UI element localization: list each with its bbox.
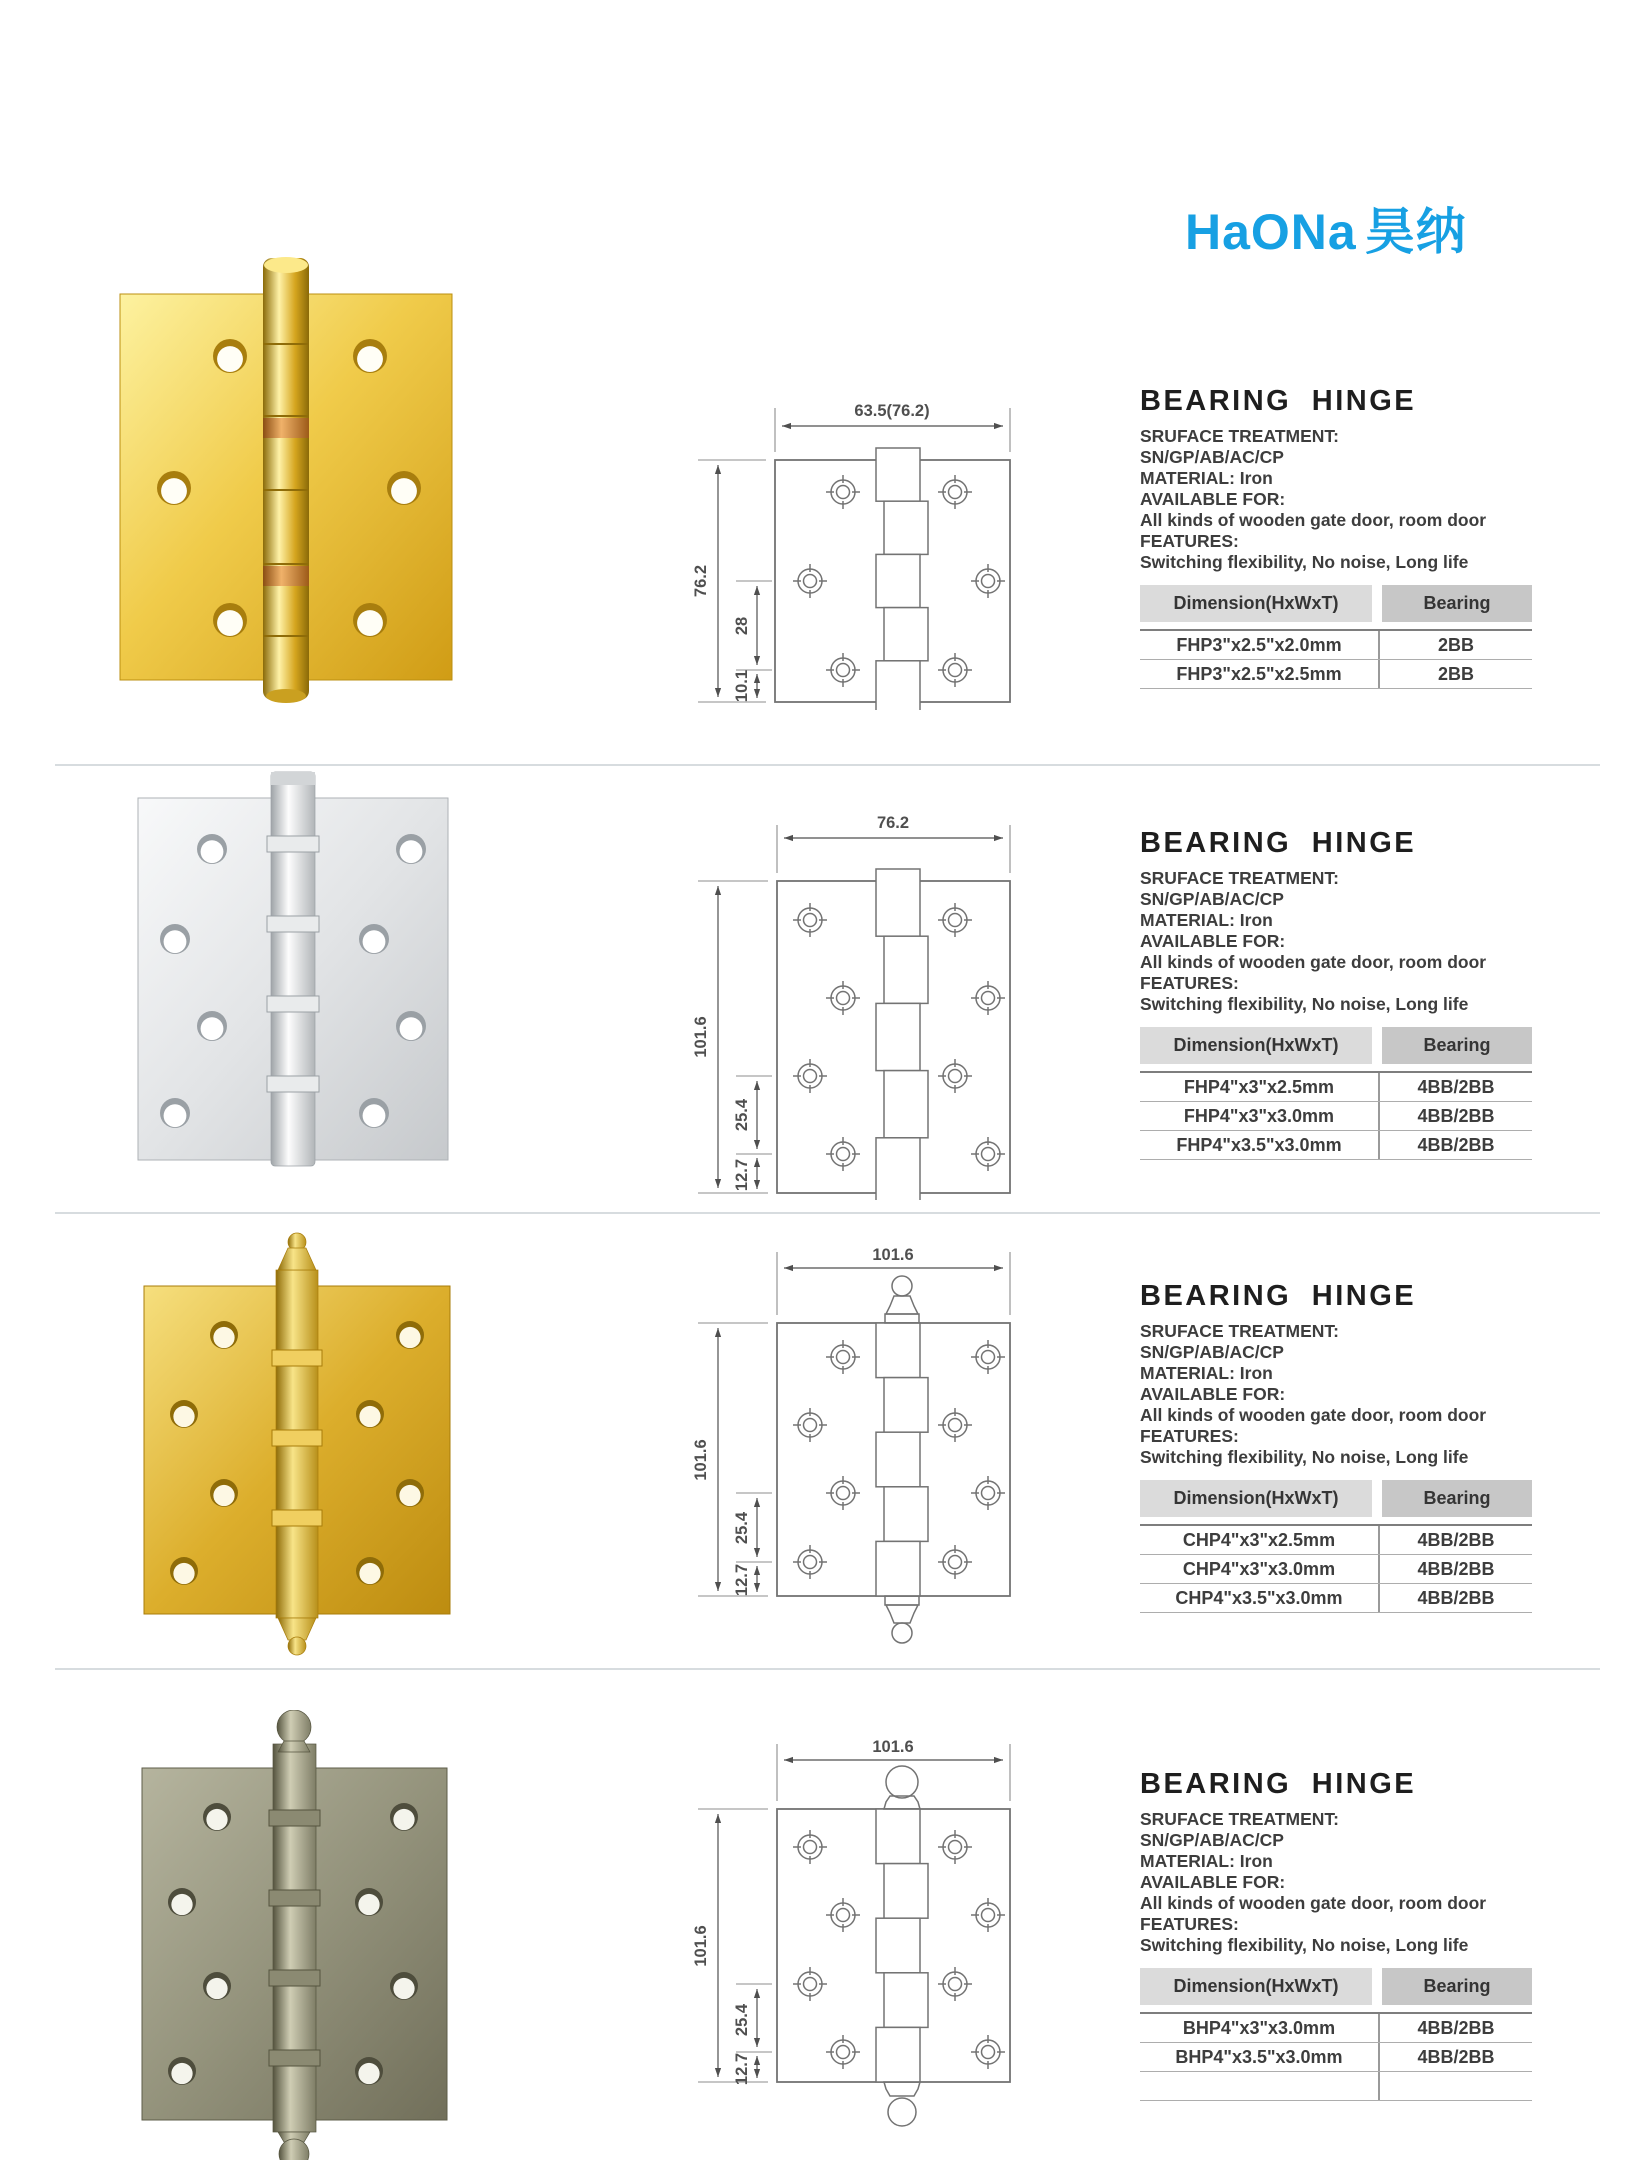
- bearing-ring: [263, 566, 309, 586]
- ball-finial-bottom: [279, 2139, 309, 2160]
- drawing-ball-finial-bottom: [884, 2082, 920, 2096]
- drawing-barrel: [876, 1323, 928, 1596]
- spec-col-bearing: Bearing: [1382, 1480, 1532, 1517]
- dim-height-label: 101.6: [692, 1439, 710, 1481]
- product-title: BEARING HINGE: [1140, 385, 1417, 417]
- dim-pitch-label: 25.4: [733, 1098, 751, 1132]
- hinge-pin-barrel: [263, 258, 309, 700]
- spec-col-dimension: Dimension(HxWxT): [1140, 1027, 1372, 1064]
- surface-treatment-value: SN/GP/AB/AC/CP: [1140, 1830, 1284, 1850]
- spec-row: FHP4"x3"x2.5mm 4BB/2BB: [1140, 1073, 1532, 1102]
- product-info-1: [1140, 385, 1572, 689]
- ball-finial-top-base: [278, 1741, 310, 1752]
- spec-row: BHP4"x3.5"x3.0mm 4BB/2BB: [1140, 2043, 1532, 2072]
- spec-col-dimension: Dimension(HxWxT): [1140, 1968, 1372, 2005]
- pin-cap-bottom: [266, 689, 306, 703]
- product-photo-bronze-ball-hinge: [132, 1710, 457, 2160]
- row-separator: [55, 1668, 1600, 1670]
- material-line: MATERIAL: Iron: [1140, 1363, 1273, 1383]
- surface-treatment-value: SN/GP/AB/AC/CP: [1140, 889, 1284, 909]
- bearing-ring: [272, 1350, 322, 1366]
- drawing-crown-finial-top: [892, 1276, 912, 1296]
- available-for-label: AVAILABLE FOR:: [1140, 489, 1286, 509]
- technical-drawing-ball-hinge: [560, 1736, 1030, 2184]
- features-value: Switching flexibility, No noise, Long life: [1140, 1935, 1469, 1955]
- spec-row: FHP4"x3"x3.0mm 4BB/2BB: [1140, 1102, 1532, 1131]
- hinge-pin-barrel: [271, 772, 315, 1166]
- material-line: MATERIAL: Iron: [1140, 468, 1273, 488]
- dim-pitch-label: 25.4: [733, 1511, 751, 1545]
- surface-treatment-label: SRUFACE TREATMENT:: [1140, 1809, 1339, 1829]
- dim-edge-label: 12.7: [733, 2052, 751, 2086]
- bearing-ring: [269, 1890, 320, 1906]
- dim-width-label: 63.5(76.2): [854, 402, 930, 420]
- drawing-ball-finial-top: [886, 1766, 918, 1798]
- dim-height-label: 101.6: [692, 1925, 710, 1967]
- bearing-ring: [267, 836, 319, 852]
- bearing-ring: [267, 916, 319, 932]
- features-value: Switching flexibility, No noise, Long life: [1140, 552, 1469, 572]
- surface-treatment-label: SRUFACE TREATMENT:: [1140, 426, 1339, 446]
- brand-logo: [1185, 192, 1467, 264]
- features-value: Switching flexibility, No noise, Long life: [1140, 1447, 1469, 1467]
- product-info-2: [1140, 827, 1572, 1160]
- available-for-label: AVAILABLE FOR:: [1140, 931, 1286, 951]
- product-photo-gold-crown-hinge: [132, 1230, 462, 1658]
- spec-col-dimension: Dimension(HxWxT): [1140, 1480, 1372, 1517]
- surface-treatment-label: SRUFACE TREATMENT:: [1140, 1321, 1339, 1341]
- dim-width-label: 101.6: [872, 1738, 914, 1756]
- surface-treatment-value: SN/GP/AB/AC/CP: [1140, 1342, 1284, 1362]
- spec-row: BHP4"x3"x3.0mm 4BB/2BB: [1140, 2014, 1532, 2043]
- product-title: BEARING HINGE: [1140, 1280, 1417, 1312]
- drawing-barrel: [876, 869, 928, 1200]
- spec-col-bearing: Bearing: [1382, 1968, 1532, 2005]
- spec-col-dimension: Dimension(HxWxT): [1140, 585, 1372, 622]
- features-label: FEATURES:: [1140, 531, 1239, 551]
- spec-row: CHP4"x3"x3.0mm 4BB/2BB: [1140, 1555, 1532, 1584]
- features-label: FEATURES:: [1140, 1426, 1239, 1446]
- available-for-label: AVAILABLE FOR:: [1140, 1872, 1286, 1892]
- bearing-ring: [269, 1810, 320, 1826]
- dim-pitch-label: 25.4: [733, 2003, 751, 2037]
- dim-width-label: 76.2: [876, 814, 910, 832]
- crown-finial-bottom: [288, 1637, 306, 1655]
- spec-row-empty: [1140, 2072, 1532, 2101]
- spec-row: FHP4"x3.5"x3.0mm 4BB/2BB: [1140, 1131, 1532, 1160]
- drawing-crown-finial-bottom: [886, 1605, 918, 1623]
- available-for-label: AVAILABLE FOR:: [1140, 1384, 1286, 1404]
- features-label: FEATURES:: [1140, 973, 1239, 993]
- spec-table: [1140, 1968, 1532, 2101]
- drawing-barrel: [876, 448, 928, 710]
- surface-treatment-value: SN/GP/AB/AC/CP: [1140, 447, 1284, 467]
- features-label: FEATURES:: [1140, 1914, 1239, 1934]
- product-info-4: [1140, 1768, 1572, 2101]
- spec-row: FHP3"x2.5"x2.0mm 2BB: [1140, 631, 1532, 660]
- dim-height-label: 101.6: [692, 1016, 710, 1058]
- product-photo-brass-hinge: [112, 252, 460, 707]
- product-info-3: [1140, 1280, 1572, 1613]
- spec-col-bearing: Bearing: [1382, 1027, 1532, 1064]
- bearing-ring: [269, 1970, 320, 1986]
- bearing-ring: [272, 1510, 322, 1526]
- available-for-value: All kinds of wooden gate door, room door: [1140, 510, 1487, 530]
- spec-table: [1140, 585, 1532, 689]
- surface-treatment-label: SRUFACE TREATMENT:: [1140, 868, 1339, 888]
- bearing-ring: [267, 996, 319, 1012]
- hinge-pin-barrel: [273, 1744, 316, 2132]
- bearing-ring: [267, 1076, 319, 1092]
- available-for-value: All kinds of wooden gate door, room door: [1140, 1405, 1487, 1425]
- bearing-ring: [272, 1430, 322, 1446]
- material-line: MATERIAL: Iron: [1140, 1851, 1273, 1871]
- dim-height-label: 76.2: [692, 564, 710, 598]
- brand-logo-cjk: 昊纳: [1364, 204, 1467, 260]
- product-title: BEARING HINGE: [1140, 1768, 1417, 1800]
- available-for-value: All kinds of wooden gate door, room door: [1140, 1893, 1487, 1913]
- features-value: Switching flexibility, No noise, Long life: [1140, 994, 1469, 1014]
- product-title: BEARING HINGE: [1140, 827, 1417, 859]
- spec-row: CHP4"x3"x2.5mm 4BB/2BB: [1140, 1526, 1532, 1555]
- material-line: MATERIAL: Iron: [1140, 910, 1273, 930]
- dim-edge-label: 10.1: [733, 669, 751, 703]
- technical-drawing-4in-hinge: [560, 795, 1030, 1200]
- spec-row: CHP4"x3.5"x3.0mm 4BB/2BB: [1140, 1584, 1532, 1613]
- pin-cap: [271, 772, 315, 785]
- dim-width-label: 101.6: [872, 1246, 914, 1264]
- spec-table: [1140, 1480, 1532, 1613]
- crown-finial-top-cone: [278, 1248, 316, 1270]
- spec-col-bearing: Bearing: [1382, 585, 1532, 622]
- product-photo-chrome-hinge: [128, 770, 458, 1168]
- available-for-value: All kinds of wooden gate door, room door: [1140, 952, 1487, 972]
- pin-cap: [264, 257, 308, 273]
- row-separator: [55, 1212, 1600, 1214]
- bearing-ring: [269, 2050, 320, 2066]
- row-separator: [55, 764, 1600, 766]
- brand-logo-latin: HaONa: [1185, 204, 1357, 260]
- technical-drawing-3in-hinge: [560, 380, 1030, 710]
- spec-table: [1140, 1027, 1532, 1160]
- dim-edge-label: 12.7: [733, 1563, 751, 1597]
- dim-edge-label: 12.7: [733, 1158, 751, 1192]
- bearing-ring: [263, 418, 309, 438]
- drawing-barrel: [876, 1809, 928, 2082]
- dim-pitch-label: 28: [733, 616, 751, 636]
- ball-finial-top: [277, 1710, 311, 1744]
- spec-row: FHP3"x2.5"x2.5mm 2BB: [1140, 660, 1532, 689]
- technical-drawing-crown-hinge: [560, 1230, 1030, 1660]
